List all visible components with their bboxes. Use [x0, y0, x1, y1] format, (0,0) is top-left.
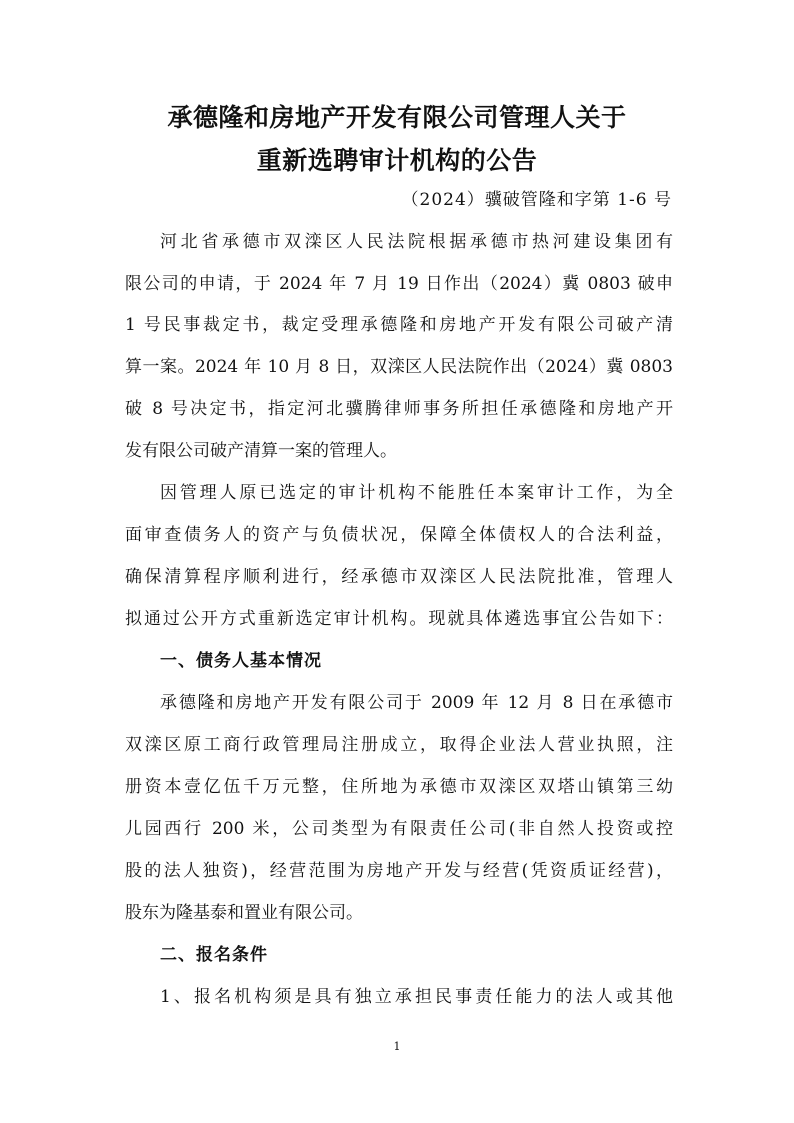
document-number: （2024）骥破管隆和字第 1-6 号 [401, 190, 672, 210]
document-title-line1: 承德隆和房地产开发有限公司管理人关于 [167, 103, 627, 132]
document-title-line2: 重新选聘审计机构的公告 [256, 146, 538, 175]
paragraph2-line: 确保清算程序顺利进行，经承德市双滦区人民法院批准，管理人 [125, 567, 673, 587]
paragraph1-line: 限公司的申请，于 2024 年 7 月 19 日作出（2024）冀 0803 破申 [125, 274, 673, 294]
paragraph3-line: 承德隆和房地产开发有限公司于 2009 年 12 月 8 日在承德市 [160, 693, 673, 713]
page-number: 1 [393, 1040, 401, 1053]
paragraph4-line: 1、报名机构须是具有独立承担民事责任能力的法人或其他 [160, 987, 673, 1007]
paragraph3-line: 股东为隆基泰和置业有限公司。 [125, 903, 363, 923]
paragraph1-line: 算一案。2024 年 10 月 8 日，双滦区人民法院作出（2024）冀 0803 [125, 357, 673, 377]
paragraph2-line: 面审查债务人的资产与负债状况，保障全体债权人的合法利益， [125, 525, 673, 545]
paragraph3-line: 儿园西行 200 米，公司类型为有限责任公司(非自然人投资或控 [125, 819, 673, 839]
paragraph2-line: 因管理人原已选定的审计机构不能胜任本案审计工作，为全 [160, 483, 673, 503]
paragraph3-line: 册资本壹亿伍千万元整，住所地为承德市双滦区双塔山镇第三幼 [125, 777, 673, 797]
paragraph3-line: 股的法人独资)，经营范围为房地产开发与经营(凭资质证经营)， [125, 861, 673, 881]
paragraph1-line: 发有限公司破产清算一案的管理人。 [125, 441, 397, 461]
section1-heading: 一、债务人基本情况 [160, 651, 322, 671]
section2-heading: 二、报名条件 [160, 945, 268, 965]
paragraph1-line: 河北省承德市双滦区人民法院根据承德市热河建设集团有 [160, 232, 673, 252]
paragraph1-line: 破 8 号决定书，指定河北骥腾律师事务所担任承德隆和房地产开 [125, 399, 673, 419]
paragraph2-line: 拟通过公开方式重新选定审计机构。现就具体遴选事宜公告如下： [125, 609, 673, 629]
paragraph3-line: 双滦区原工商行政管理局注册成立，取得企业法人营业执照，注 [125, 735, 673, 755]
paragraph1-line: 1 号民事裁定书，裁定受理承德隆和房地产开发有限公司破产清 [125, 315, 673, 335]
